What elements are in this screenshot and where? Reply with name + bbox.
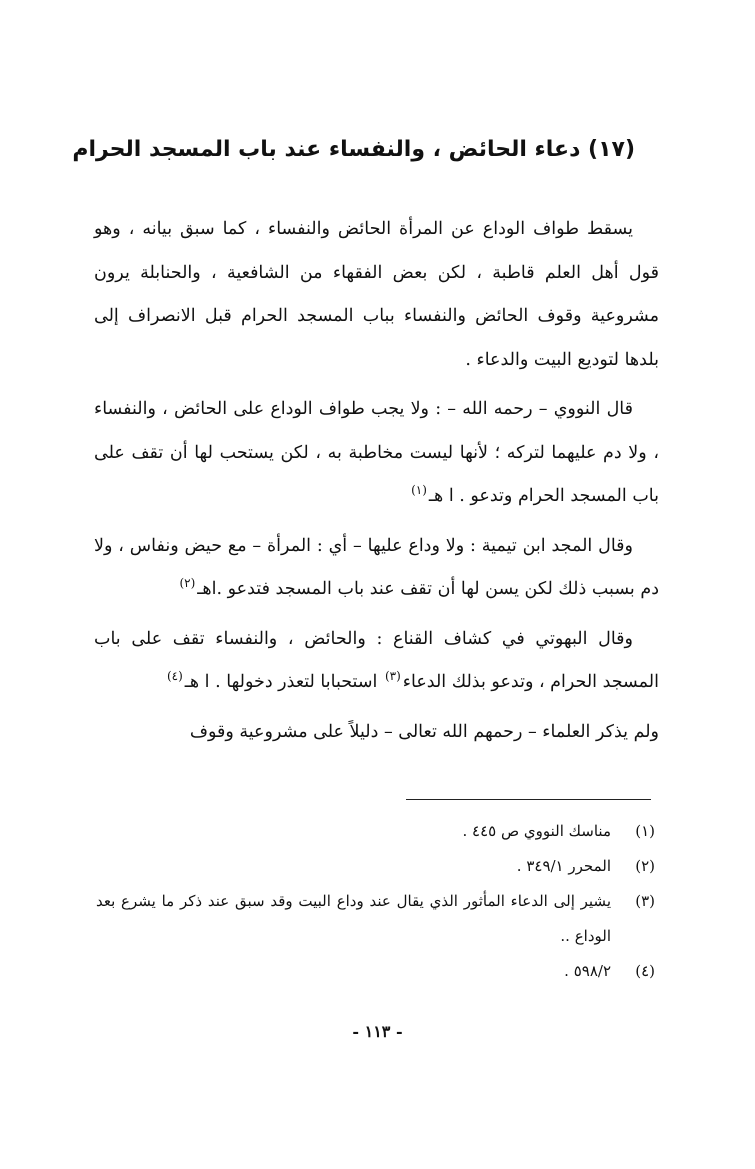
paragraph-3 <box>94 525 659 612</box>
paragraph-5 <box>94 711 659 755</box>
footnotes <box>96 814 655 989</box>
footnote-3-text: يشير إلى الدعاء المأثور الذي يقال عند وداع البيت وقد سبق عند ذكر ما يشرع بعد الوداع .. <box>96 892 611 945</box>
paragraph-3-text: وقال المجد ابن تيمية : ولا وداع عليها – أي : المرأة – مع حيض ونفاس ، ولا دم بسبب ذلك لكن يسن لها أن تقف عند باب المسجد فتدعو .اهـ <box>94 535 659 599</box>
footnote-2-number: (٢) <box>635 857 655 875</box>
footnote-4-number: (٤) <box>635 962 655 980</box>
footnote-3-number: (٣) <box>635 892 655 910</box>
footnote-1 <box>96 814 655 849</box>
footnote-4-text: ٥٩٨/٢ . <box>564 962 611 980</box>
paragraph-1-text: يسقط طواف الوداع عن المرأة الحائض والنفساء ، كما سبق بيانه ، وهو قول أهل العلم قاطبة ، لكن بعض الفقهاء من الشافعية ، والحنابلة يرون مشروعية وقوف الحائض والنفساء بباب المسجد الحرام قبل الانصراف إلى بلدها لتوديع البيت والدعاء . <box>94 219 659 370</box>
footnote-1-text: مناسك النووي ص ٤٤٥ . <box>462 822 611 840</box>
footnote-ref-1[interactable]: (١) <box>411 483 427 498</box>
paragraph-4 <box>94 618 659 705</box>
footnote-1-number: (١) <box>635 822 655 840</box>
paragraph-4-text: وقال البهوتي في كشاف القناع : والحائض ، والنفساء تقف على باب المسجد الحرام ، وتدعو بذلك الدعاء <box>94 628 659 692</box>
paragraph-5-text: ولم يذكر العلماء – رحمهم الله تعالى – دليلاً على مشروعية وقوف <box>189 721 659 742</box>
footnote-divider <box>406 799 651 800</box>
footnote-2 <box>96 849 655 884</box>
footnote-2-text: المحرر ٣٤٩/١ . <box>516 857 611 875</box>
body-text <box>94 208 659 754</box>
footnote-ref-4[interactable]: (٤) <box>166 669 183 684</box>
paragraph-2 <box>94 388 659 519</box>
footnote-3 <box>96 884 655 954</box>
page-number: - ١١٣ - <box>352 1022 403 1041</box>
section-title: (١٧) دعاء الحائض ، والنفساء عند باب المسجد الحرام <box>72 137 635 162</box>
paragraph-1 <box>94 208 659 382</box>
footnote-ref-2[interactable]: (٢) <box>179 576 196 591</box>
footnote-ref-3[interactable]: (٣) <box>384 669 401 684</box>
paragraph-4-tail: استحبابا لتعذر دخولها . ا هـ <box>184 672 378 692</box>
paragraph-2-text: قال النووي – رحمه الله – : ولا يجب طواف الوداع على الحائض ، والنفساء ، ولا دم عليهما لتركه ؛ لأنها ليست مخاطبة به ، لكن يستحب لها أن تقف على باب المسجد الحرام وتدعو . ا هـ <box>94 399 659 506</box>
footnote-4 <box>96 954 655 989</box>
